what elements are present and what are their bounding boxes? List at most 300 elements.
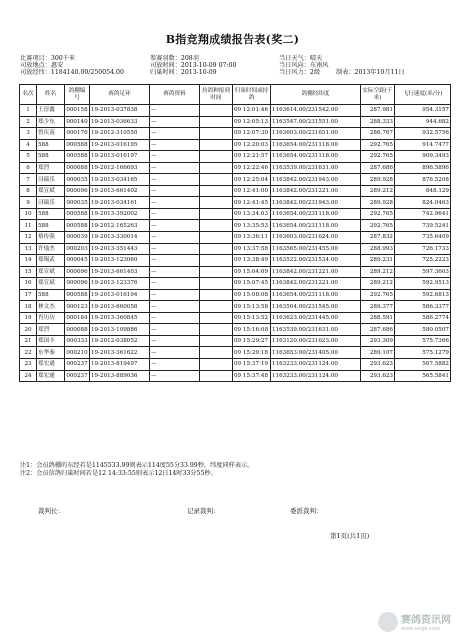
table-row [20, 162, 451, 174]
note-1: 注1：会员鸽棚的东经若是1145533.99则表示114度55分33.99秒，纬度同样表示。 [20, 462, 254, 469]
cell-report-time [200, 335, 233, 347]
cell-report-time [200, 208, 233, 220]
cell-loft-coord: 1163842.00/231221.00 [271, 266, 361, 278]
cell-rank: 6 [20, 162, 37, 174]
cell-name: 588 [37, 289, 65, 301]
cell-speed: 914.7477 [395, 139, 451, 151]
cell-loft-coord: 1163603.00/231651.00 [271, 128, 361, 140]
cell-ring: 19-2013-037838 [90, 105, 150, 117]
cell-rank: 2 [20, 116, 37, 128]
cell-loft-id: 000333 [65, 335, 90, 347]
table-row [20, 185, 451, 197]
cell-arrival: 09 15:08:08 [233, 289, 271, 301]
cell-rank: 21 [20, 335, 37, 347]
cell-speed: 567.5882 [395, 359, 451, 371]
cell-loft-coord: 1163233.00/231124.00 [271, 370, 361, 382]
col-name: 姓名 [37, 85, 65, 105]
cell-speed: 824.0463 [395, 197, 451, 209]
cell-speed: 735.6409 [395, 232, 451, 244]
col-loft-id: 鸽棚编号 [65, 85, 90, 105]
wind-direction: 当日风向：东南风 [279, 62, 329, 69]
cell-distance: 288.993 [361, 243, 395, 255]
cell-loft-id: 000096 [65, 185, 90, 197]
cell-distance: 287.832 [361, 232, 395, 244]
table-row [20, 208, 451, 220]
col-distance: 实际空距(千米) [361, 85, 395, 105]
table-row [20, 301, 451, 313]
cell-pigeon-info: — [150, 116, 200, 128]
cell-loft-coord: 1163654.00/231118.00 [271, 289, 361, 301]
cell-report-time [200, 151, 233, 163]
cell-loft-id: 000088 [65, 324, 90, 336]
cell-loft-coord: 1163842.00/231943.00 [271, 174, 361, 186]
table-row [20, 347, 451, 359]
cell-speed: 586.3377 [395, 301, 451, 313]
cell-report-time [200, 243, 233, 255]
cell-loft-id: 000158 [65, 105, 90, 117]
table-row [20, 232, 451, 244]
cell-distance: 292.765 [361, 289, 395, 301]
cell-report-time [200, 278, 233, 290]
watermark-name: 赛鸽资讯网 [401, 615, 451, 626]
cell-distance: 287.686 [361, 162, 395, 174]
cell-name: 王淳鑫 [37, 105, 65, 117]
cell-rank: 14 [20, 255, 37, 267]
cell-arrival: 09 15:13:58 [233, 301, 271, 313]
cell-speed: 592.9513 [395, 278, 451, 290]
cell-loft-id: 000045 [65, 255, 90, 267]
cell-report-time [200, 116, 233, 128]
cell-pigeon-info: — [150, 255, 200, 267]
cell-rank: 11 [20, 220, 37, 232]
table-row [20, 370, 451, 382]
cell-arrival: 09 15:07:45 [233, 278, 271, 290]
col-report-time: 持鸽种报到时间 [200, 85, 233, 105]
cell-report-time [200, 197, 233, 209]
cell-rank: 5 [20, 151, 37, 163]
col-rank: 名次 [20, 85, 37, 105]
cell-arrival: 09 12:05:13 [233, 116, 271, 128]
cell-loft-id: 000588 [65, 151, 90, 163]
release-coord: 司放经纬：1184140.00/250054.00 [20, 69, 124, 76]
cell-speed: 742.9641 [395, 208, 451, 220]
cell-rank: 16 [20, 278, 37, 290]
cell-arrival: 09 12:25:04 [233, 174, 271, 186]
report-title: B指竞翔成绩报告表(奖二) [165, 33, 300, 46]
cell-loft-coord: 1163654.00/231118.00 [271, 220, 361, 232]
recorder-signature: 记录裁判： [187, 507, 220, 515]
cell-distance: 289.928 [361, 197, 395, 209]
cell-speed: 725.2223 [395, 255, 451, 267]
cell-ring: 19-2012-038052 [90, 335, 150, 347]
cell-name: 郑宏通 [37, 370, 65, 382]
cell-rank: 19 [20, 312, 37, 324]
cell-pigeon-info: — [150, 139, 200, 151]
cell-distance: 293.623 [361, 370, 395, 382]
wind-force: 当日风力：2级 [279, 69, 321, 76]
cell-arrival: 09 12:21:57 [233, 151, 271, 163]
cell-pigeon-info: — [150, 151, 200, 163]
cell-pigeon-info: — [150, 301, 200, 313]
cell-pigeon-info: — [150, 162, 200, 174]
cell-loft-id: 000035 [65, 174, 90, 186]
cell-report-time [200, 370, 233, 382]
cell-speed: 739.5241 [395, 220, 451, 232]
table-row [20, 151, 451, 163]
cell-distance: 292.765 [361, 220, 395, 232]
table-row [20, 128, 451, 140]
cell-name: 郑烈 [37, 324, 65, 336]
cell-loft-coord: 1163539.00/231631.00 [271, 324, 361, 336]
cell-loft-coord: 1163539.00/231631.00 [271, 162, 361, 174]
cell-loft-coord: 1163842.00/231221.00 [271, 278, 361, 290]
cell-pigeon-info: — [150, 266, 200, 278]
cell-ring: 19-2013-016194 [90, 289, 150, 301]
cell-loft-coord: 1163654.00/231118.00 [271, 151, 361, 163]
cell-name: 588 [37, 151, 65, 163]
table-row [20, 266, 451, 278]
cell-name: 浔瑞乐 [37, 197, 65, 209]
cell-loft-id: 000088 [65, 162, 90, 174]
made-on: 制表：2013年10月11日 [336, 69, 405, 76]
cell-speed: 565.5841 [395, 370, 451, 382]
race-item: 比赛项目：300千米 [20, 55, 76, 62]
cell-arrival: 09 15:37:48 [233, 370, 271, 382]
cell-rank: 9 [20, 197, 37, 209]
cell-distance: 289.107 [361, 347, 395, 359]
cell-ring: 19-2013-360845 [90, 312, 150, 324]
cell-arrival: 09 12:07:30 [233, 128, 271, 140]
cell-speed: 575.1279 [395, 347, 451, 359]
cell-rank: 23 [20, 359, 37, 371]
cell-arrival: 09 13:34:03 [233, 208, 271, 220]
cell-speed: 592.6813 [395, 289, 451, 301]
cell-pigeon-info: — [150, 185, 200, 197]
cell-arrival: 09 12:22:46 [233, 162, 271, 174]
cell-loft-coord: 1163565.00/231455.00 [271, 243, 361, 255]
cell-report-time [200, 312, 233, 324]
cell-loft-id: 000237 [65, 370, 90, 382]
cell-name: 588 [37, 208, 65, 220]
cell-rank: 12 [20, 232, 37, 244]
table-row [20, 105, 451, 117]
cell-report-time [200, 289, 233, 301]
cell-report-time [200, 139, 233, 151]
watermark [378, 611, 451, 632]
cell-loft-id: 000176 [65, 128, 90, 140]
cell-arrival: 09 13:36:11 [233, 232, 271, 244]
cell-rank: 7 [20, 174, 37, 186]
cell-rank: 3 [20, 128, 37, 140]
cell-distance: 289.212 [361, 266, 395, 278]
cell-rank: 17 [20, 289, 37, 301]
wind-row [279, 69, 405, 76]
cell-pigeon-info: — [150, 232, 200, 244]
meta-right [279, 55, 405, 76]
cell-arrival: 09 12:01:46 [233, 105, 271, 117]
table-row [20, 278, 451, 290]
page-number: 第1页(共1页) [330, 532, 370, 540]
cell-ring: 19-2013-819497 [90, 359, 150, 371]
cell-speed: 575.7366 [395, 335, 451, 347]
cell-arrival: 09 12:20:03 [233, 139, 271, 151]
cell-ring: 19-2013-661402 [90, 185, 150, 197]
cell-report-time [200, 220, 233, 232]
cell-arrival: 09 15:29:18 [233, 347, 271, 359]
cell-report-time [200, 174, 233, 186]
cell-distance: 293.309 [361, 335, 395, 347]
cell-pigeon-info: — [150, 312, 200, 324]
weather: 当日天气：晴天 [279, 55, 323, 62]
cell-ring: 19-2013-392002 [90, 208, 150, 220]
results-table [19, 84, 451, 382]
cell-name: 浔瑞乐 [37, 174, 65, 186]
cell-distance: 289.212 [361, 278, 395, 290]
cell-name: 肖历历 [37, 312, 65, 324]
col-speed: 飞行速度(米/分) [395, 85, 451, 105]
cell-rank: 22 [20, 347, 37, 359]
cell-report-time [200, 347, 233, 359]
meta-middle [150, 55, 236, 76]
cell-loft-id: 000123 [65, 301, 90, 313]
cell-loft-id: 000039 [65, 232, 90, 244]
cell-speed: 597.3603 [395, 266, 451, 278]
cell-loft-id: 000096 [65, 278, 90, 290]
cell-loft-coord: 1163233.00/231124.00 [271, 359, 361, 371]
cell-ring: 19-2013-034165 [90, 174, 150, 186]
cell-ring: 19-2012-165263 [90, 220, 150, 232]
cell-rank: 4 [20, 139, 37, 151]
cell-pigeon-info: — [150, 278, 200, 290]
cell-ring: 19-2013-123376 [90, 278, 150, 290]
col-loft-coord: 鸽棚经纬度 [271, 85, 361, 105]
cell-distance: 288.333 [361, 116, 395, 128]
table-row [20, 335, 451, 347]
cell-pigeon-info: — [150, 220, 200, 232]
cell-loft-id: 000237 [65, 359, 90, 371]
watermark-url: www.saige.com [401, 626, 440, 632]
cell-loft-id: 000588 [65, 220, 90, 232]
cell-rank: 18 [20, 301, 37, 313]
cell-pigeon-info: — [150, 347, 200, 359]
cell-loft-coord: 1163623.00/231445.00 [271, 312, 361, 324]
table-header-row [20, 85, 451, 105]
cell-rank: 8 [20, 185, 37, 197]
cell-loft-coord: 1163842.00/231221.00 [271, 185, 361, 197]
cell-loft-coord: 1163842.00/231943.00 [271, 197, 361, 209]
cell-distance: 287.981 [361, 105, 395, 117]
cell-arrival: 09 15:04:09 [233, 266, 271, 278]
cell-distance: 293.623 [361, 359, 395, 371]
cell-speed: 909.3493 [395, 151, 451, 163]
cell-loft-coord: 1163653.00/231405.00 [271, 347, 361, 359]
cell-ring: 19-2013-361622 [90, 347, 150, 359]
cell-loft-id: 000210 [65, 347, 90, 359]
cell-rank: 24 [20, 370, 37, 382]
cell-ring: 19-2013-889036 [90, 370, 150, 382]
cell-report-time [200, 105, 233, 117]
cell-arrival: 09 13:37:58 [233, 243, 271, 255]
cell-name: 郑锡武 [37, 255, 65, 267]
cell-ring: 19-2013-036633 [90, 116, 150, 128]
cell-loft-id: 000184 [65, 312, 90, 324]
cell-pigeon-info: — [150, 174, 200, 186]
cell-pigeon-info: — [150, 105, 200, 117]
watermark-logo-icon [378, 612, 398, 632]
cell-arrival: 09 15:37:19 [233, 359, 271, 371]
col-pigeon-info: 赛鸽资料 [150, 85, 200, 105]
note-2: 注2：会员信鸽归巢时间若是12 14:33:55则表示12日14时33分55秒。 [20, 470, 217, 477]
cell-pigeon-info: — [150, 128, 200, 140]
cell-ring: 19-2013-123060 [90, 255, 150, 267]
table-row [20, 289, 451, 301]
meta-left [20, 55, 124, 76]
cell-distance: 289.231 [361, 255, 395, 267]
cell-report-time [200, 128, 233, 140]
cell-name: 郑烈 [37, 162, 65, 174]
cell-ring: 19-2013-109886 [90, 324, 150, 336]
cell-speed: 580.0507 [395, 324, 451, 336]
cell-rank: 13 [20, 243, 37, 255]
cell-arrival: 09 13:38:49 [233, 255, 271, 267]
cell-speed: 586.2774 [395, 312, 451, 324]
cell-pigeon-info: — [150, 359, 200, 371]
cell-ring: 19-2013-661403 [90, 266, 150, 278]
col-arrival: 归巢时间或持鸽 [233, 85, 271, 105]
cell-loft-coord: 1163654.00/231118.00 [271, 139, 361, 151]
cell-arrival: 09 13:35:53 [233, 220, 271, 232]
committee-signature: 委派裁判： [290, 507, 323, 515]
cell-loft-coord: 1163120.00/231623.00 [271, 335, 361, 347]
table-row [20, 174, 451, 186]
cell-ring: 19-2013-330014 [90, 232, 150, 244]
cell-loft-id: 000588 [65, 289, 90, 301]
cell-distance: 286.767 [361, 128, 395, 140]
cell-name: 588 [37, 139, 65, 151]
cell-speed: 876.5208 [395, 174, 451, 186]
return-time: 归巢时间：2013-10-09 [150, 69, 217, 76]
cell-distance: 292.765 [361, 151, 395, 163]
cell-distance: 288.591 [361, 312, 395, 324]
cell-rank: 1 [20, 105, 37, 117]
cell-name: 许灿杰 [37, 243, 65, 255]
cell-ring: 19-2013-351443 [90, 243, 150, 255]
cell-speed: 896.5896 [395, 162, 451, 174]
cell-ring: 19-2012-166693 [90, 162, 150, 174]
cell-loft-coord: 1163603.00/231624.00 [271, 232, 361, 244]
cell-pigeon-info: — [150, 324, 200, 336]
cell-distance: 289.212 [361, 185, 395, 197]
referee-signature: 裁判长： [38, 507, 64, 515]
table-row [20, 116, 451, 128]
cell-report-time [200, 185, 233, 197]
cell-pigeon-info: — [150, 289, 200, 301]
cell-pigeon-info: — [150, 370, 200, 382]
cell-name: 郑宣斌 [37, 266, 65, 278]
cell-arrival: 09 12:41:45 [233, 197, 271, 209]
cell-speed: 932.5756 [395, 128, 451, 140]
cell-name: 林文杰 [37, 301, 65, 313]
cell-loft-coord: 1163547.00/231551.00 [271, 116, 361, 128]
cell-report-time [200, 255, 233, 267]
cell-rank: 10 [20, 208, 37, 220]
table-row [20, 359, 451, 371]
cell-name: 曾庆南 [37, 128, 65, 140]
cell-name: 郑少东 [37, 116, 65, 128]
table-row [20, 324, 451, 336]
cell-ring: 19-2013-034161 [90, 197, 150, 209]
cell-arrival: 09 15:16:08 [233, 324, 271, 336]
table-row [20, 197, 451, 209]
cell-loft-id: 000203 [65, 243, 90, 255]
cell-report-time [200, 359, 233, 371]
cell-pigeon-info: — [150, 197, 200, 209]
table-row [20, 139, 451, 151]
cell-arrival: 09 12:41:00 [233, 185, 271, 197]
cell-distance: 289.377 [361, 301, 395, 313]
table-row [20, 220, 451, 232]
cell-pigeon-info: — [150, 208, 200, 220]
cell-speed: 954.3157 [395, 105, 451, 117]
release-time: 司放时间：2013-10-09 07:00 [150, 62, 237, 69]
cell-loft-id: 000588 [65, 208, 90, 220]
col-ring: 赛鸽足环 [90, 85, 150, 105]
cell-name: 郑宏通 [37, 359, 65, 371]
cell-name: 蔡传强 [37, 232, 65, 244]
cell-loft-coord: 1163654.00/231118.00 [271, 208, 361, 220]
cell-name: 郑宣斌 [37, 185, 65, 197]
cell-pigeon-info: — [150, 335, 200, 347]
table-row [20, 255, 451, 267]
cell-report-time [200, 232, 233, 244]
cell-name: 郑宣斌 [37, 278, 65, 290]
cell-ring: 19-2013-660058 [90, 301, 150, 313]
cell-speed: 944.682 [395, 116, 451, 128]
cell-loft-id: 000140 [65, 116, 90, 128]
table-row [20, 312, 451, 324]
cell-distance: 289.928 [361, 174, 395, 186]
cell-report-time [200, 324, 233, 336]
cell-loft-coord: 1163504.00/231545.00 [271, 301, 361, 313]
release-place: 司放地点：惠安 [20, 62, 64, 69]
entries-count: 参赛羽数：208羽 [150, 55, 199, 62]
table-row [20, 243, 451, 255]
cell-speed: 726.1733 [395, 243, 451, 255]
cell-loft-id: 000096 [65, 266, 90, 278]
cell-loft-id: 000035 [65, 197, 90, 209]
cell-distance: 292.765 [361, 139, 395, 151]
cell-report-time [200, 301, 233, 313]
cell-name: 郑国丰 [37, 335, 65, 347]
cell-arrival: 09 15:13:52 [233, 312, 271, 324]
cell-loft-coord: 1163614.00/231542.00 [271, 105, 361, 117]
cell-report-time [200, 266, 233, 278]
cell-loft-coord: 1163522.00/231534.00 [271, 255, 361, 267]
cell-rank: 20 [20, 324, 37, 336]
cell-ring: 19-2013-016195 [90, 139, 150, 151]
cell-pigeon-info: — [150, 243, 200, 255]
cell-ring: 19-2012-310550 [90, 128, 150, 140]
cell-name: 东华秦 [37, 347, 65, 359]
cell-distance: 292.765 [361, 208, 395, 220]
cell-name: 588 [37, 220, 65, 232]
cell-speed: 848.129 [395, 185, 451, 197]
cell-loft-id: 000588 [65, 139, 90, 151]
cell-rank: 15 [20, 266, 37, 278]
cell-ring: 19-2013-016197 [90, 151, 150, 163]
cell-report-time [200, 162, 233, 174]
cell-distance: 287.686 [361, 324, 395, 336]
